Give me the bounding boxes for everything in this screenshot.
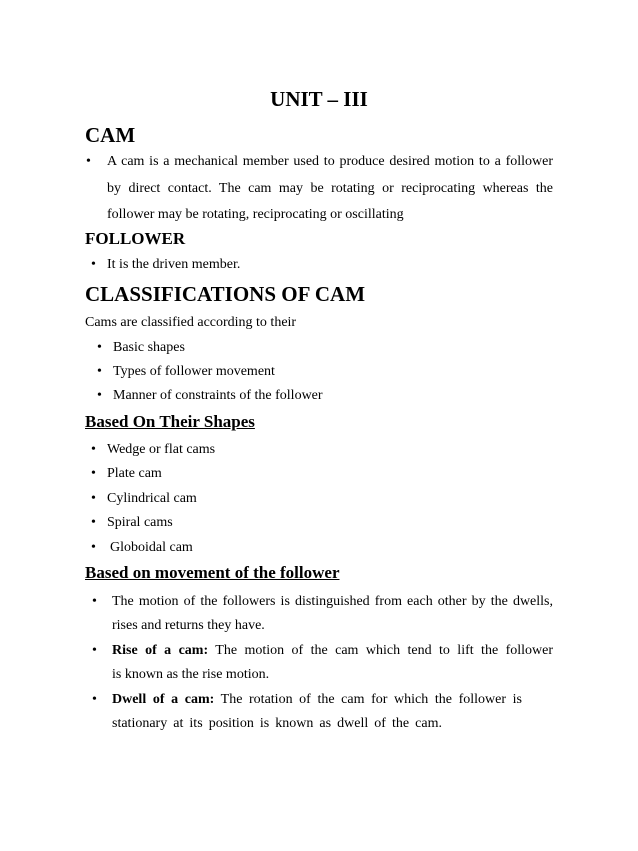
bullet: • <box>97 340 102 355</box>
rise-line-2: is known as the rise motion. <box>112 667 270 682</box>
section-heading-cam: CAM <box>85 123 136 147</box>
term-dwell: Dwell of a cam: <box>112 692 215 707</box>
cam-text-line-3: follower may be rotating, reciprocating or oscillating <box>107 207 404 222</box>
bullet: • <box>86 154 91 169</box>
list-item: Basic shapes <box>113 340 185 355</box>
list-item: Manner of constraints of the follower <box>113 388 323 403</box>
bullet: • <box>92 594 97 609</box>
follower-item: It is the driven member. <box>107 257 241 272</box>
bullet: • <box>91 257 96 272</box>
list-item: Plate cam <box>107 466 162 481</box>
bullet: • <box>97 388 102 403</box>
bullet: • <box>97 364 102 379</box>
dwell-line-1 <box>112 690 522 710</box>
bullet: • <box>91 540 96 555</box>
bullet: • <box>91 515 96 530</box>
rise-definition: The motion of the cam which tend to lift the follower <box>215 643 553 658</box>
cam-text-line-1: A cam is a mechanical member used to produce desired motion to a follower <box>107 154 553 169</box>
dwell-line-2: stationary at its position is known as dwell of the cam. <box>112 716 442 731</box>
bullet: • <box>92 692 97 707</box>
rise-line-1 <box>112 641 553 661</box>
list-item: Globoidal cam <box>110 540 193 555</box>
movement-text-line-1: The motion of the followers is distinguished from each other by the dwells, <box>112 594 553 609</box>
bullet: • <box>91 491 96 506</box>
classifications-intro: Cams are classified according to their <box>85 315 297 330</box>
page-title: UNIT – III <box>270 87 368 111</box>
cam-text-line-2: by direct contact. The cam may be rotating or reciprocating whereas the <box>107 181 553 196</box>
movement-text-line-2: rises and returns they have. <box>112 618 265 633</box>
bullet: • <box>92 643 97 658</box>
list-item: Spiral cams <box>107 515 173 530</box>
section-heading-classifications: CLASSIFICATIONS OF CAM <box>85 282 366 306</box>
section-heading-follower: FOLLOWER <box>85 229 186 248</box>
bullet: • <box>91 442 96 457</box>
term-rise: Rise of a cam: <box>112 643 209 658</box>
list-item: Wedge or flat cams <box>107 442 216 457</box>
section-heading-movement: Based on movement of the follower <box>85 563 340 582</box>
bullet: • <box>91 466 96 481</box>
list-item: Cylindrical cam <box>107 491 197 506</box>
dwell-definition: The rotation of the cam for which the follower is <box>220 692 522 707</box>
list-item: Types of follower movement <box>113 364 275 379</box>
section-heading-shapes: Based On Their Shapes <box>85 412 255 431</box>
